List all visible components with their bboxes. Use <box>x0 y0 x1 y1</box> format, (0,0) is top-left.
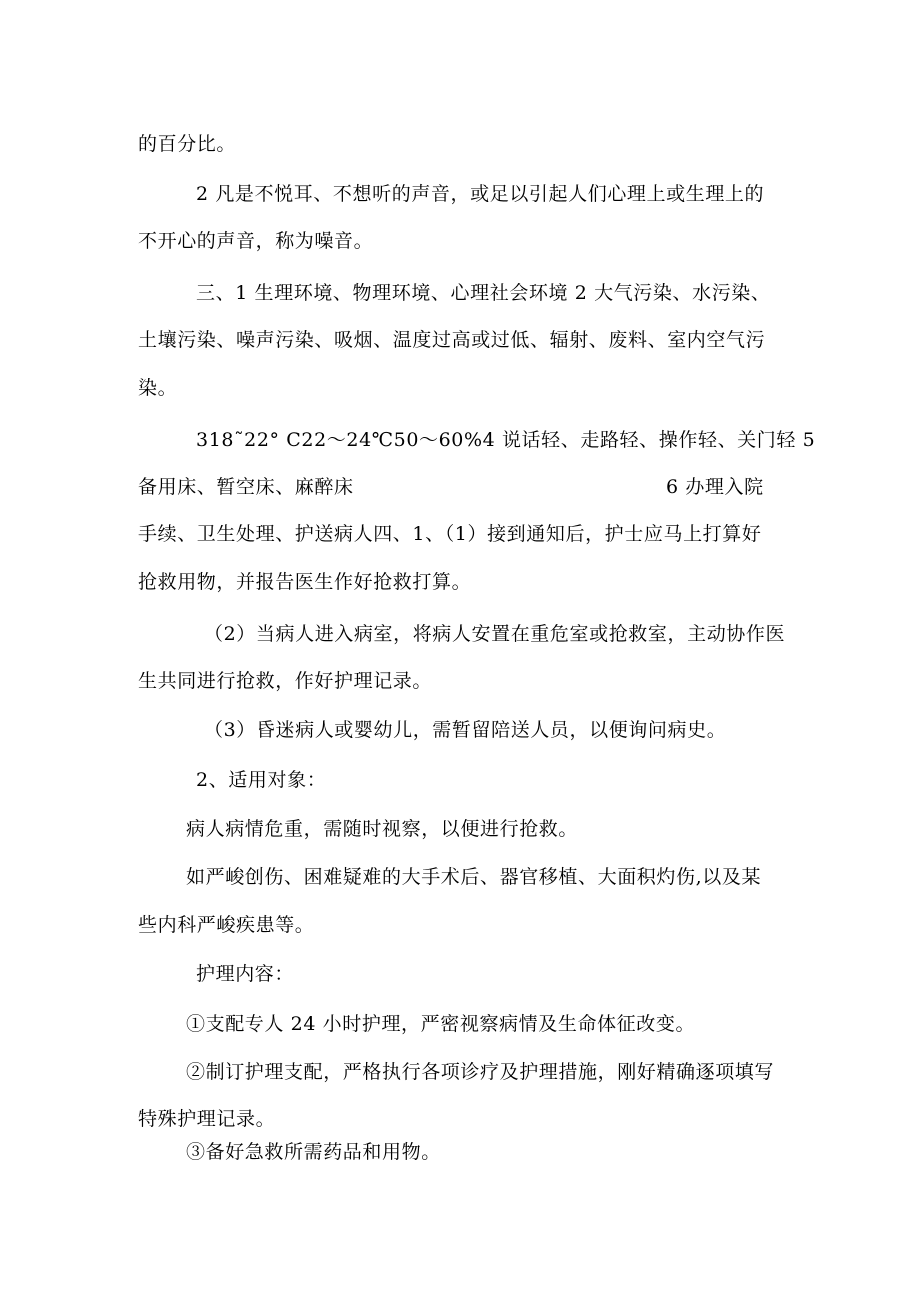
text-line: 手续、卫生处理、护送病人四、1、（1）接到通知后，护士应马上打算好 <box>138 523 762 545</box>
text-line: 备用床、暂空床、麻醉床 <box>138 476 354 498</box>
text-line: 三、1 生理环境、物理环境、心理社会环境 2 大气污染、水污染、 <box>196 282 771 304</box>
text-line: （3）昏迷病人或婴幼儿，需暂留陪送人员，以便询问病史。 <box>204 719 727 741</box>
text-line: 不开心的声音，称为噪音。 <box>138 230 374 252</box>
text-line: ①支配专人 24 小时护理，严密视察病情及生命体征改变。 <box>186 1013 696 1035</box>
text-line: 护理内容： <box>196 963 295 985</box>
text-line: 如严峻创伤、困难疑难的大手术后、器官移植、大面积灼伤,以及某 <box>186 866 762 888</box>
text-line: 2、适用对象： <box>196 769 327 791</box>
text-line: 2 凡是不悦耳、不想听的声音，或足以引起人们心理上或生理上的 <box>196 183 765 205</box>
text-line: 病人病情危重，需随时视察，以便进行抢救。 <box>186 818 579 840</box>
text-line: 抢救用物，并报告医生作好抢救打算。 <box>138 571 472 593</box>
text-line: ③备好急救所需药品和用物。 <box>186 1141 441 1163</box>
text-line: 生共同进行抢救，作好护理记录。 <box>138 670 433 692</box>
text-line: 染。 <box>138 377 178 399</box>
text-line: 的百分比。 <box>138 133 237 155</box>
text-line: 些内科严峻疾患等。 <box>138 914 315 936</box>
text-line: 6 办理入院 <box>666 476 764 498</box>
text-line: ②制订护理支配，严格执行各项诊疗及护理措施，刚好精确逐项填写 <box>186 1061 775 1083</box>
text-line: （2）当病人进入病室，将病人安置在重危室或抢救室，主动协作医 <box>204 623 786 645</box>
text-line: 土壤污染、噪声污染、吸烟、温度过高或过低、辐射、废料、室内空气污 <box>138 329 766 351</box>
text-line: 318˜22° C22～24℃50～60%4 说话轻、走路轻、操作轻、关门轻 5 <box>196 429 816 451</box>
text-line: 特殊护理记录。 <box>138 1108 276 1130</box>
